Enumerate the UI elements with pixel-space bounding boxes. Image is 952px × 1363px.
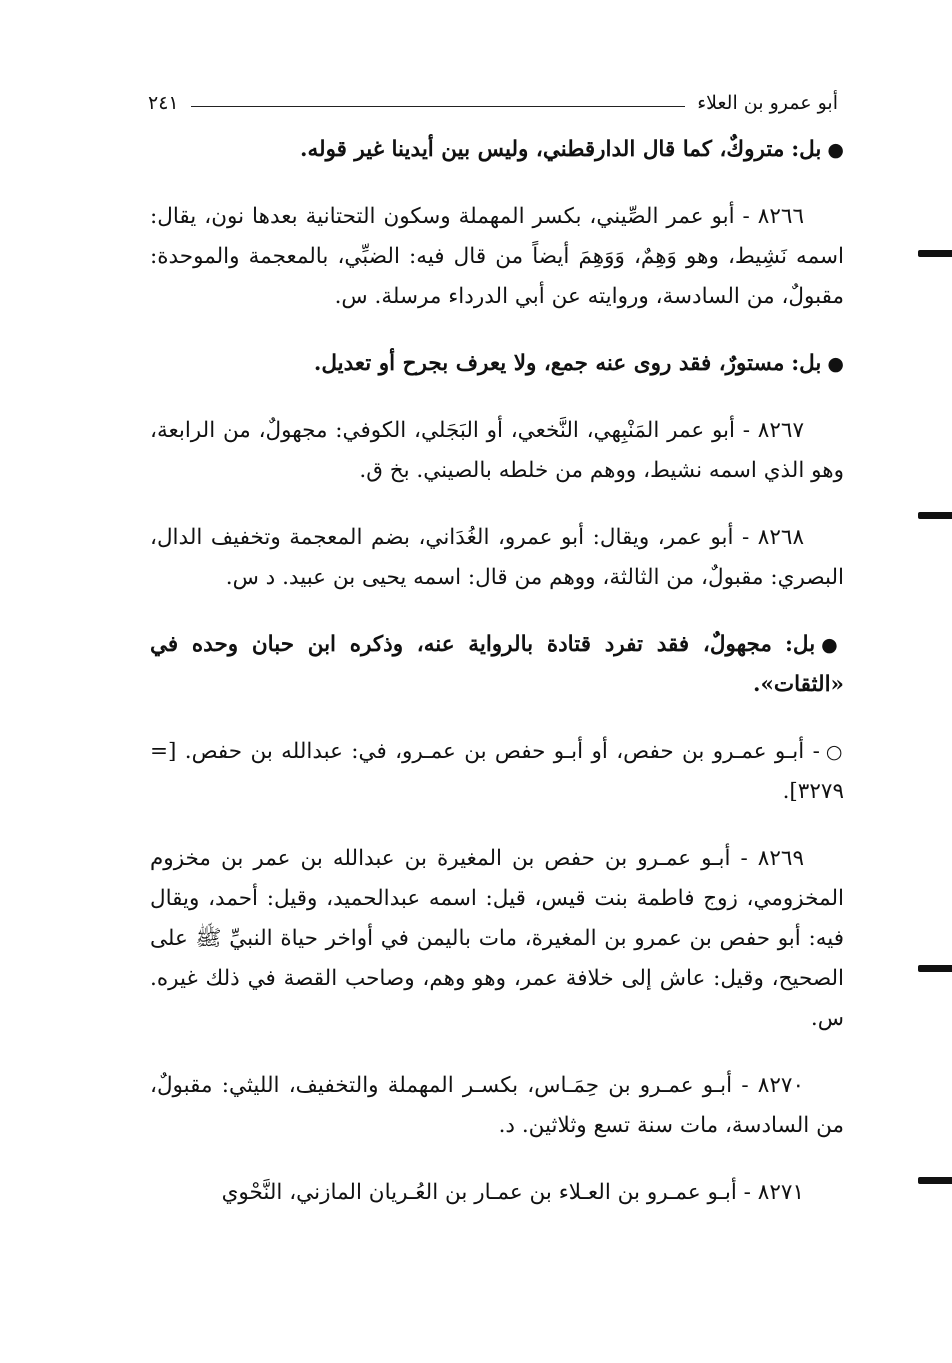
body-text — [150, 130, 844, 1240]
margin-mark — [918, 512, 952, 519]
entry-8266: ٨٢٦٦ - أبو عمر الصِّيني، بكسر المهملة وسكون التحتانية بعدها نون، يقال: اسمه نَشِيط، وهو وَهِمٌ، وَوَهِمَ أيضاً من قال فيه: الضبِّي، بالمعجمة والموحدة: مقبولٌ، من السادسة، وروايته عن أبي الدرداء مرسلة. س. — [150, 204, 844, 309]
paragraph-comment — [150, 130, 844, 170]
running-header — [148, 88, 838, 118]
header-rule — [191, 106, 686, 107]
margin-mark — [918, 1177, 952, 1184]
margin-mark — [918, 965, 952, 972]
margin-mark — [918, 250, 952, 257]
comment-text: مجهولٌ، فقد تفرد قتادة بالرواية عنه، وذكره ابن حبان وحده في «الثقات». — [150, 632, 844, 697]
comment-text: مستورٌ، فقد روى عنه جمع، ولا يعرف بجرح أو تعديل. — [313, 351, 785, 376]
comment-lead: بل: — [791, 137, 822, 162]
entry-8268: ٨٢٦٨ - أبو عمر، ويقال: أبو عمرو، الغُدَاني، بضم المعجمة وتخفيف الدال، البصري: مقبولٌ، من الثالثة، ووهم من قال: اسمه يحيى بن عبيد. د س. — [150, 525, 844, 590]
cross-reference: ○ - أبـو عمـرو بن حفص، أو أبـو حفص بن عمـرو، في: عبدالله بن حفص. [= ٣٢٧٩]. — [150, 732, 844, 812]
entry-8271: ٨٢٧١ - أبـو عمـرو بن العـلاء بن عمـار بن العُـريان المازني، النَّحْوي — [221, 1180, 804, 1205]
entry-8269: ٨٢٦٩ - أبـو عمـرو بن حفص بن المغيرة بن عبدالله بن عمر بن مخزوم المخزومي، زوج فاطمة بنت قيس، قيل: اسمه عبدالحميد، وقيل: أحمد، ويقال فيه: أبو حفص بن عمرو بن المغيرة، مات باليمن في أواخر حياة النبيِّ ﷺ على الصحيح، وقيل: عاش إلى خلافة عمر، وهو وهم، وصاحب القصة في ذلك غيره. س. — [150, 846, 844, 1031]
paragraph-comment — [150, 344, 844, 384]
page-number: ٢٤١ — [148, 92, 179, 114]
entry-8270: ٨٢٧٠ - أبـو عمـرو بن حِمَـاس، بكسـر المهملة والتخفيف، الليثي: مقبولٌ، من السادسة، مات سنة تسع وثلاثين. د. — [150, 1073, 844, 1138]
comment-lead: بل: — [784, 632, 816, 657]
comment-lead: بل: — [791, 351, 822, 376]
comment-text: متروكٌ، كما قال الدارقطني، وليس بين أيدينا غير قوله. — [300, 137, 785, 162]
paragraph-comment — [150, 625, 844, 705]
entry-8267: ٨٢٦٧ - أبو عمر المَنْبِهي، النَّخعي، أو البَجَلي، الكوفي: مجهولٌ، من الرابعة، وهو الذي اسمه نشيط، ووهم من خلطه بالصيني. بخ ق. — [150, 418, 844, 483]
running-header-title: أبو عمرو بن العلاء — [697, 92, 838, 114]
